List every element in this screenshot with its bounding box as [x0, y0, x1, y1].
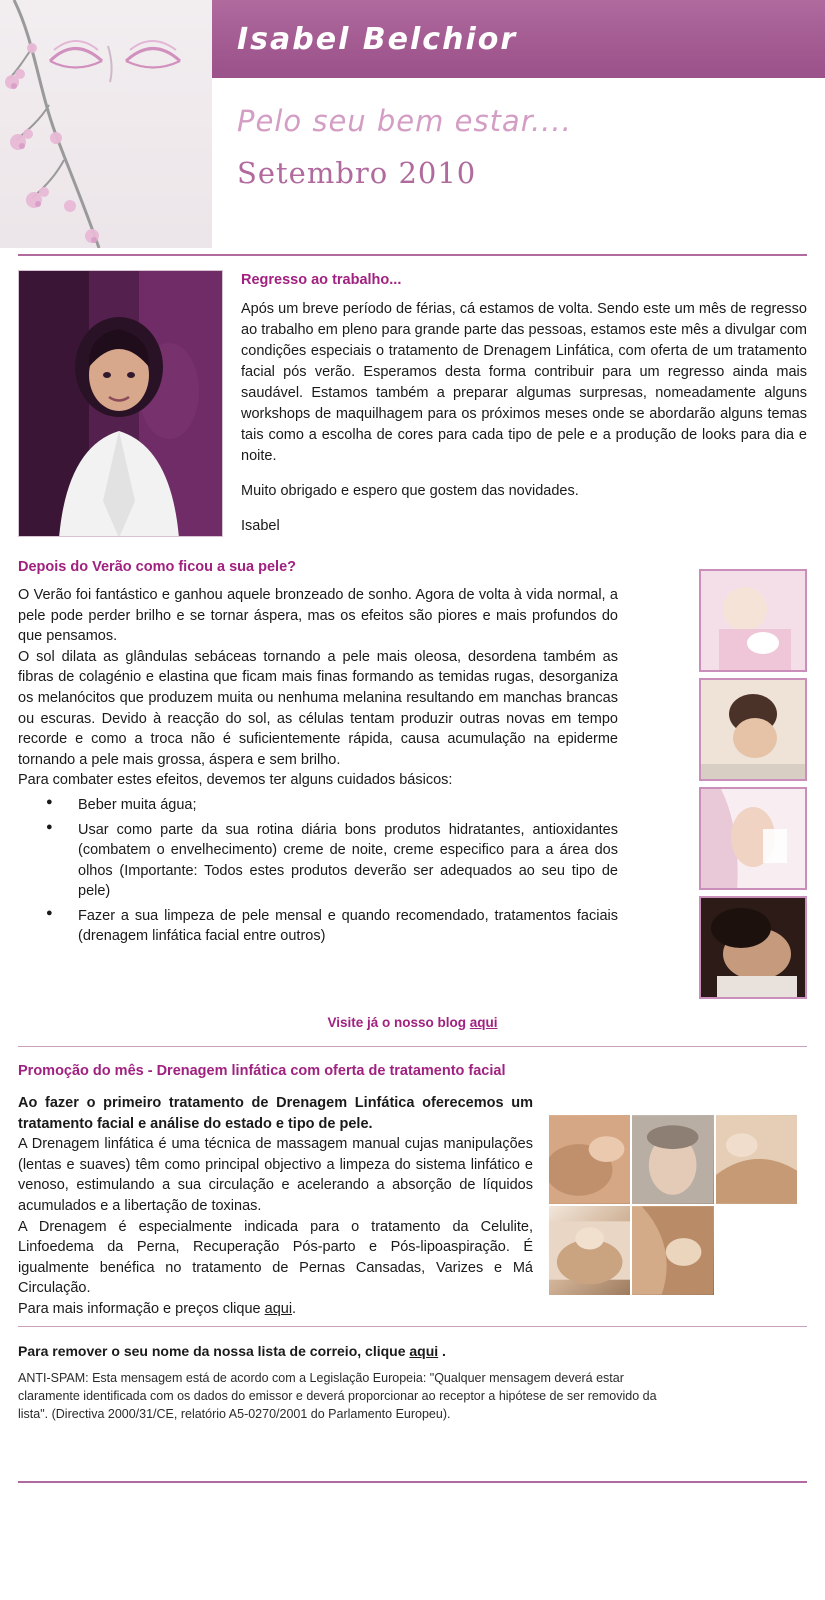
header-subhead	[212, 78, 825, 248]
skin-paragraph-2: O sol dilata as glândulas sebáceas tornando a pele mais oleosa, desordena também as fibras de colagénio e elastina que ficam mais finas formando as temidas rugas, desorganiza os melanócitos que produzem muita ou nenhuma melanina resultando em manchas brancas ou escuras. Devido à reacção do sol, as células tentam produzir outras novas em tempo recorde e como a troca não é suficientemente rápida, causa acumulação na epiderme tornando a pele mais grossa, áspera e sem brilho.	[18, 648, 618, 768]
arm-massage-photo-icon	[716, 1115, 797, 1204]
isabel-portrait-photo	[18, 270, 223, 537]
header-text-block	[212, 0, 825, 248]
promo-lead: Ao fazer o primeiro tratamento de Drenagem Linfática oferecemos um tratamento facial e análise do estado e tipo de pele.	[18, 1095, 533, 1132]
promo-contact-text: Para mais informação e preços clique	[18, 1300, 265, 1317]
blog-link[interactable]: aqui	[469, 1015, 498, 1031]
collage-cell-back-massage	[549, 1115, 630, 1204]
portrait-illustration-icon	[19, 271, 223, 537]
promo-paragraph-2: A Drenagem é especialmente indicada para o tratamento da Celulite, Linfoedema da Perna, Recuperação Pós-parto e Pós-lipoaspiração. É igualmente benéfica no tratamento de Pernas Cansadas, Varizes e Má Circulação.	[18, 1218, 533, 1297]
skin-section	[0, 537, 825, 999]
intro-paragraph-2: Muito obrigado e espero que gostem das novidades.	[241, 483, 579, 500]
unsubscribe-text: Para remover o seu nome da nossa lista de correio, clique	[18, 1342, 410, 1359]
collage-cell-leg-massage	[632, 1206, 713, 1295]
issue-date: Setembro 2010	[237, 156, 477, 190]
promo-price-link[interactable]: aqui	[264, 1300, 293, 1317]
intro-heading: Regresso ao trabalho...	[241, 272, 402, 288]
intro-signature: Isabel	[241, 518, 280, 535]
intro-section	[0, 256, 825, 537]
eyes-illustration-icon	[40, 26, 190, 96]
skin-body	[18, 585, 618, 947]
thumbnail-drinking-water-photo	[699, 787, 807, 890]
intro-paragraph-1: Após um breve período de férias, cá estamos de volta. Sendo este um mês de regresso ao trabalho em pleno para grande parte das pessoas, estamos este mês a divulgar com condições especiais o tratamento de Drenagem Linfática, com oferta de um tratamento facial pós verão. Esperamos desta forma contribuir para um regresso ainda mais saudável. Estamos também a preparar algumas surpresas, nomeadamente alguns workshops de maquilhagem para os próximos meses onde se abordarão alguns temas tais como a escolha de cores para cada tipo de pele e a produção de looks para dia e noite.	[241, 301, 807, 465]
thumbnail-face-wash-photo	[699, 678, 807, 781]
skin-main-column	[18, 559, 685, 999]
blog-link-line	[0, 999, 825, 1040]
promo-paragraph-3	[18, 1299, 533, 1320]
promo-section	[0, 1047, 825, 1319]
unsubscribe-link[interactable]: aqui	[409, 1342, 439, 1359]
antispam-notice: ANTI-SPAM: Esta mensagem está de acordo com a Legislação Europeia: "Qualquer mensagem deverá estar claramente identificada com os dados do emissor e deverá proporcionar ao receptor a hipótese de ser removido da lista". (Directiva 2000/31/CE, relatório A5-0270/2001 do Parlamento Europeu).	[18, 1370, 657, 1421]
divider-bottom	[18, 1481, 807, 1483]
promo-heading: Promoção do mês - Drenagem linfática com oferta de tratamento facial	[18, 1063, 506, 1080]
thumbnail-facial-treatment-photo	[699, 896, 807, 999]
collage-cell-face-massage	[632, 1115, 713, 1204]
thumbnail-body-cream-photo	[699, 569, 807, 672]
newsletter-header	[0, 0, 825, 248]
promo-paragraph-1: A Drenagem linfática é uma técnica de massagem manual cujas manipulações (lentas e suaves) têm como principal objectivo a limpeza do sistema linfático e venoso, estimulando a sua circulação e acelerando a absorção de líquidos acumulados e a libertação de toxinas.	[18, 1136, 533, 1215]
skin-paragraph-1: O Verão foi fantástico e ganhou aquele bronzeado de sonho. Agora de volta à vida normal, a pele pode perder brilho e se tornar áspera, mas os efeitos são piores e mais profundos do que pensamos.	[18, 587, 618, 645]
promo-contact-text-end: .	[292, 1300, 297, 1317]
skin-tips-list	[18, 795, 618, 947]
drinking-water-photo-icon	[701, 789, 807, 890]
skin-paragraph-3: Para combater estes efeitos, devemos ter alguns cuidados básicos:	[18, 772, 453, 789]
tagline: Pelo seu bem estar....	[237, 104, 572, 138]
brand-title: Isabel Belchior	[237, 21, 518, 57]
blog-link-text: Visite já o nosso blog	[327, 1015, 470, 1031]
facial-treatment-photo-icon	[701, 898, 807, 999]
promo-text	[18, 1093, 533, 1319]
face-massage-photo-icon	[632, 1115, 713, 1204]
header-decorative-art	[0, 0, 212, 248]
face-wash-photo-icon	[701, 680, 807, 781]
unsubscribe-text-end: .	[438, 1342, 446, 1359]
collage-cell-shoulder-massage	[549, 1206, 630, 1295]
back-massage-photo-icon	[549, 1115, 630, 1204]
massage-photo-collage	[549, 1115, 797, 1295]
skin-thumbnail-column	[699, 559, 807, 999]
skin-heading: Depois do Verão como ficou a sua pele?	[18, 559, 296, 576]
intro-text	[241, 270, 807, 537]
unsubscribe-line	[18, 1343, 807, 1359]
list-item: ● Fazer a sua limpeza de pele mensal e quando recomendado, tratamentos faciais (drenagem linfática facial entre outros)	[18, 906, 618, 947]
shoulder-massage-photo-icon	[549, 1206, 630, 1295]
body-cream-photo-icon	[701, 571, 807, 672]
list-item: ● Usar como parte da sua rotina diária bons produtos hidratantes, antioxidantes (combatem o envelhecimento) creme de noite, creme especifico para a área dos olhos (Importante: Todos estes produtos deverão ser adequados ao seu tipo de pele)	[18, 820, 618, 902]
promo-body-row	[18, 1093, 807, 1319]
newsletter-footer	[0, 1327, 825, 1423]
collage-cell-arm-massage	[716, 1115, 797, 1204]
leg-massage-photo-icon	[632, 1206, 713, 1295]
list-item: ● Beber muita água;	[18, 795, 618, 816]
brand-title-bar	[212, 0, 825, 78]
